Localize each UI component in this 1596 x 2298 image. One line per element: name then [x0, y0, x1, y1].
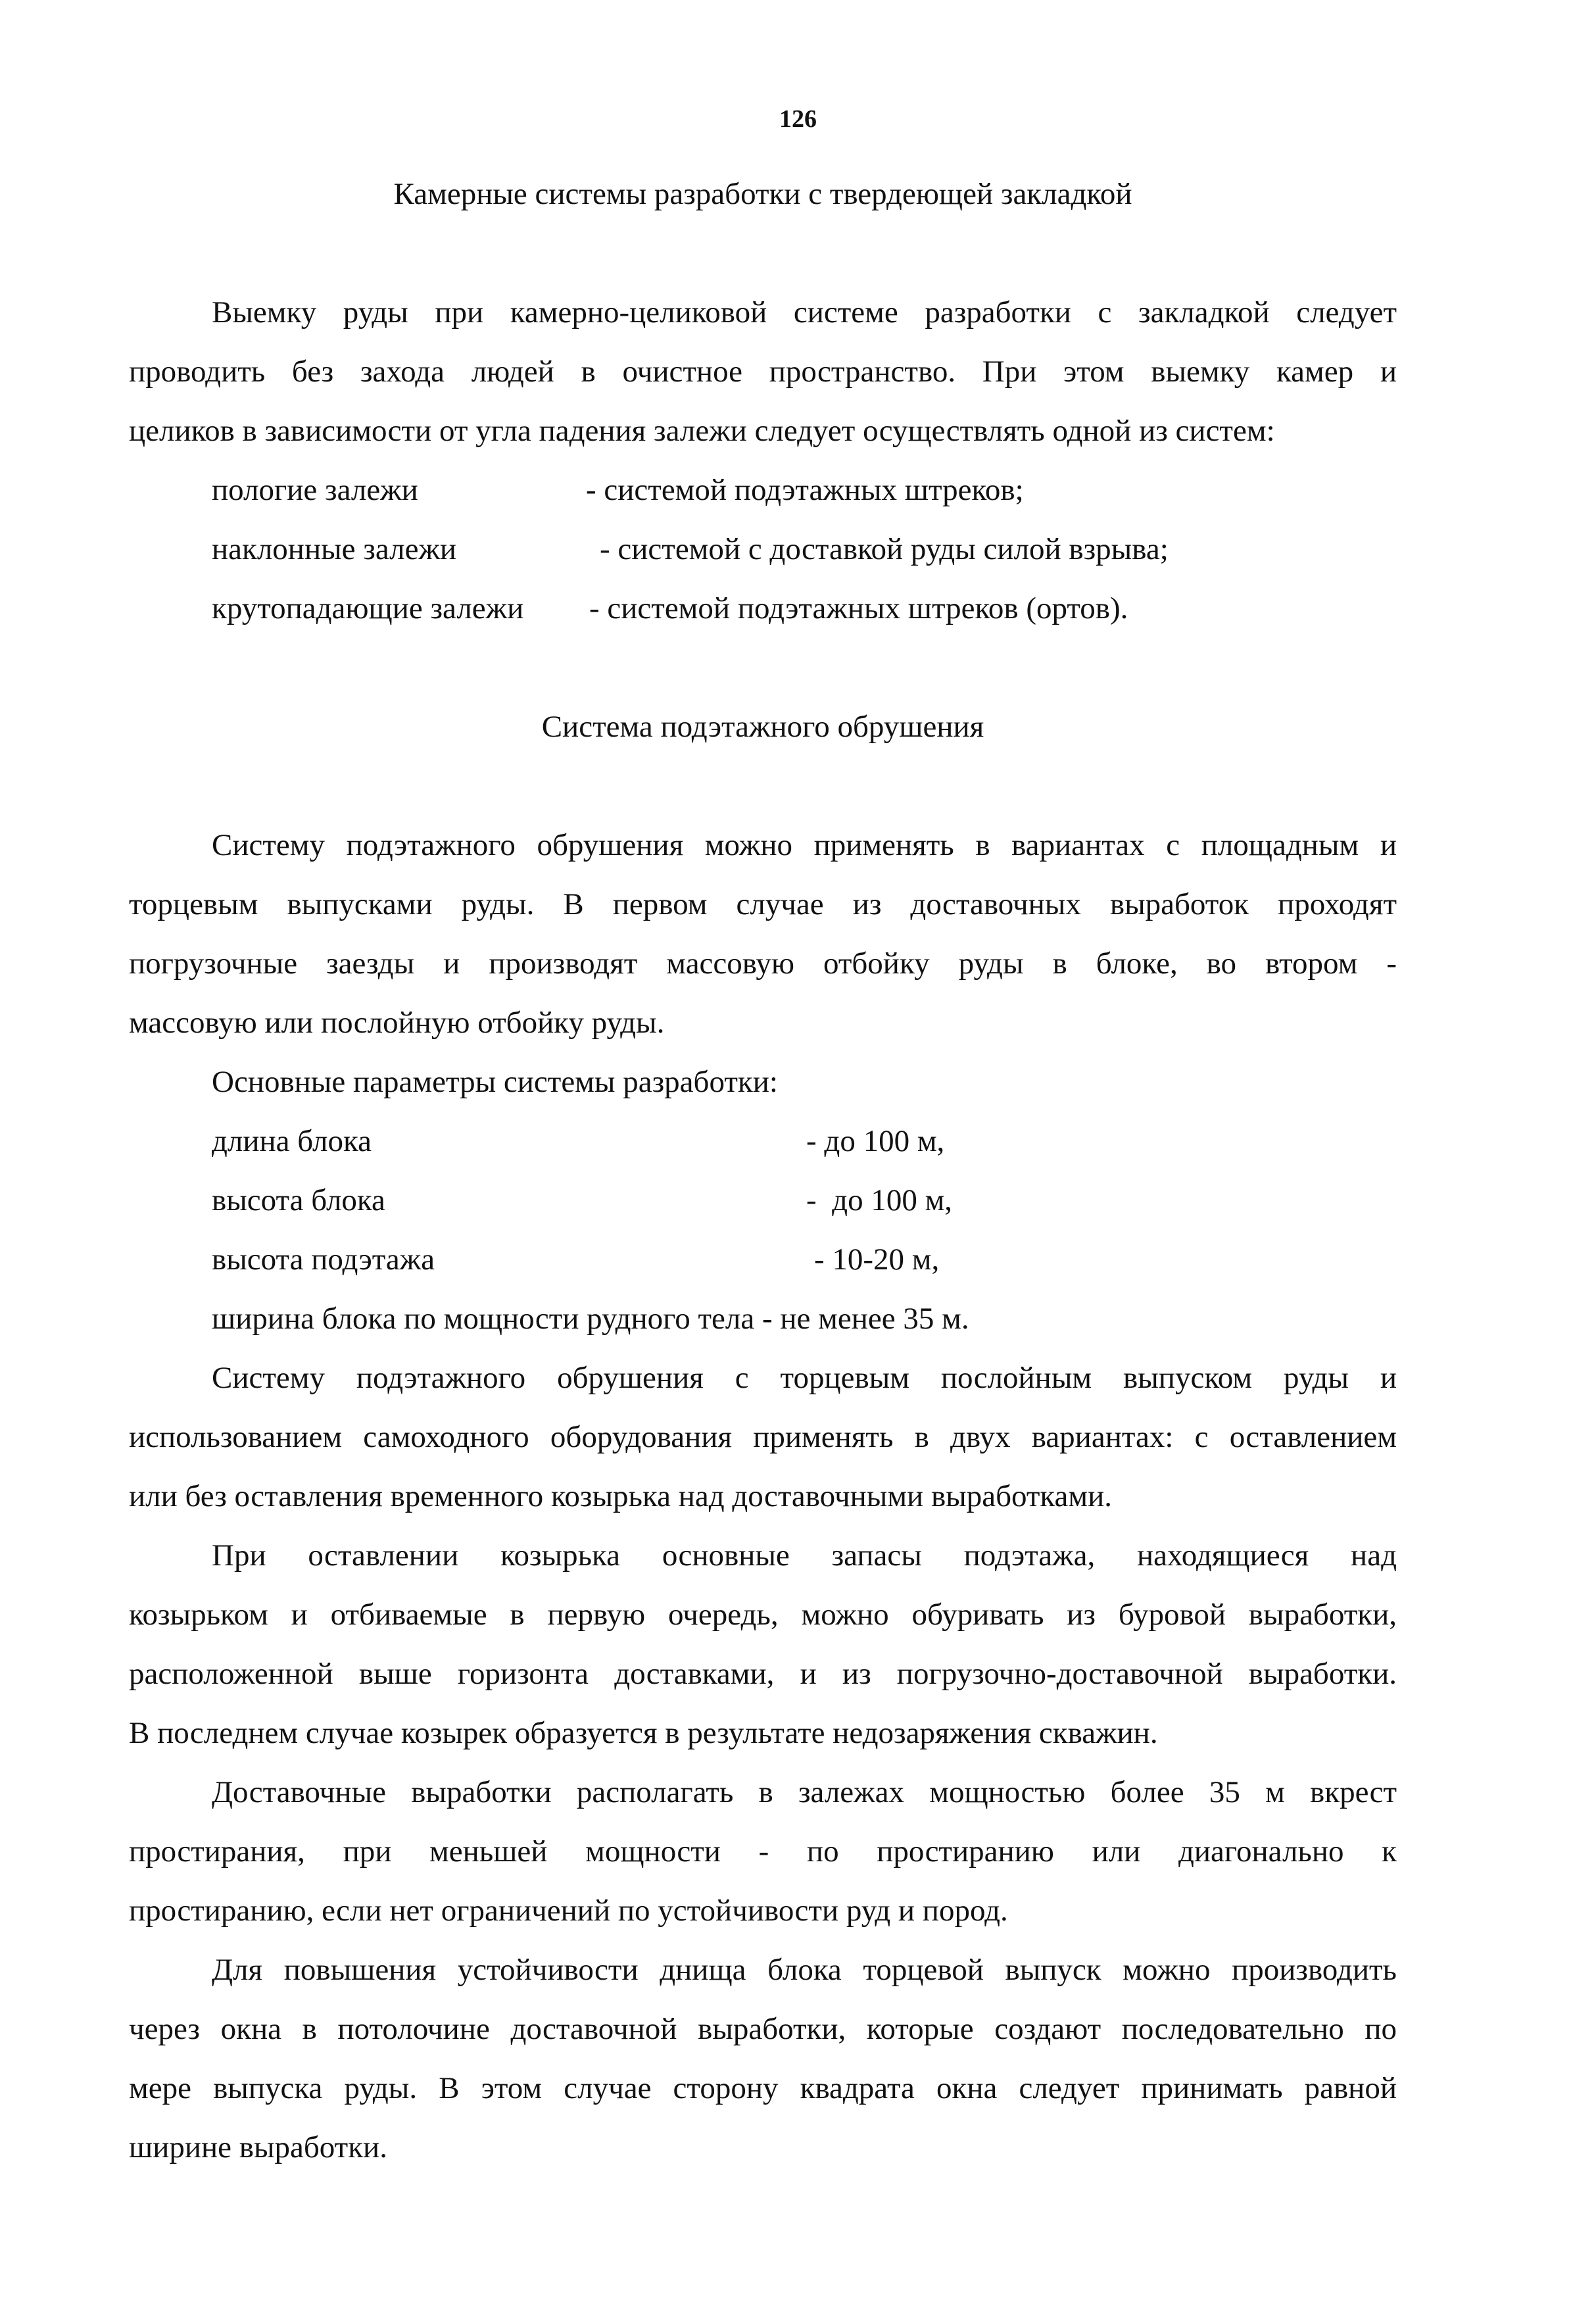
parameter-value: - 10-20 м,	[814, 1242, 940, 1277]
paragraph-line: Для повышения устойчивости днища блока торцевой выпуск можно производить	[212, 1953, 1397, 1987]
section-heading-chamber-systems: Камерные системы разработки с твердеющей закладкой	[393, 177, 1132, 211]
paragraph-line: целиков в зависимости от угла падения залежи следует осуществлять одной из систем:	[129, 414, 1275, 448]
list-item-label: наклонные залежи	[212, 532, 457, 566]
parameter-value: - до 100 м,	[806, 1124, 945, 1158]
paragraph-line: простиранию, если нет ограничений по устойчивости руд и пород.	[129, 1894, 1008, 1928]
paragraph-line: козырьком и отбиваемые в первую очередь, можно обуривать из буровой выработки,	[129, 1598, 1397, 1632]
parameter-block-width: ширина блока по мощности рудного тела - не менее 35 м.	[212, 1302, 969, 1336]
spacer	[129, 756, 1397, 816]
paragraph-caving-variants	[129, 816, 1397, 1052]
paragraph-ore-extraction	[129, 283, 1397, 460]
list-item	[129, 579, 1397, 638]
parameters-intro: Основные параметры системы разработки:	[212, 1065, 778, 1099]
paragraph-line: торцевым выпусками руды. В первом случае из доставочных выработок проходят	[129, 887, 1397, 921]
list-item	[129, 1112, 1397, 1171]
paragraph-line: через окна в потолочине доставочной выработки, которые создают последовательно по	[129, 2012, 1397, 2046]
parameter-label: высота блока	[212, 1183, 385, 1217]
paragraph-line: Доставочные выработки располагать в залежах мощностью более 35 м вкрест	[212, 1775, 1397, 1809]
paragraph-line: Систему подэтажного обрушения с торцевым послойным выпуском руды и	[212, 1361, 1397, 1395]
spacer	[129, 224, 1397, 283]
paragraph-haulage-drifts	[129, 1763, 1397, 1940]
parameters-list	[129, 1112, 1397, 1289]
paragraph-line: погрузочные заезды и производят массовую отбойку руды в блоке, во втором -	[129, 946, 1397, 981]
list-item	[129, 460, 1397, 520]
paragraph-canopy	[129, 1526, 1397, 1763]
list-item-value: - системой подэтажных штреков (ортов).	[589, 591, 1128, 625]
deposit-type-list	[129, 460, 1397, 638]
paragraph-line: или без оставления временного козырька над доставочными выработками.	[129, 1479, 1113, 1513]
parameter-label: высота подэтажа	[212, 1242, 435, 1277]
page-content	[129, 164, 1397, 2177]
paragraph-line: расположенной выше горизонта доставками, и из погрузочно-доставочной выработки.	[129, 1657, 1397, 1691]
paragraph-line: использованием самоходного оборудования применять в двух вариантах: с оставлением	[129, 1420, 1397, 1454]
paragraph-endwise-release	[129, 1348, 1397, 1526]
paragraph-line: Выемку руды при камерно-целиковой системе разработки с закладкой следует	[212, 295, 1397, 330]
list-item-value: - системой с доставкой руды силой взрыва;	[600, 532, 1169, 566]
paragraph-line: проводить без захода людей в очистное пространство. При этом выемку камер и	[129, 354, 1397, 389]
paragraph-block-bottom	[129, 1940, 1397, 2177]
list-item-label: пологие залежи	[212, 473, 418, 507]
parameter-label: длина блока	[212, 1124, 372, 1158]
list-item	[129, 1171, 1397, 1230]
paragraph-line: ширине выработки.	[129, 2130, 387, 2164]
list-item-label: крутопадающие залежи	[212, 591, 524, 625]
list-item	[129, 520, 1397, 579]
list-item-value: - системой подэтажных штреков;	[586, 473, 1024, 507]
list-item	[129, 1230, 1397, 1289]
parameter-value: - до 100 м,	[806, 1183, 953, 1217]
paragraph-line: При оставлении козырька основные запасы подэтажа, находящиеся над	[212, 1538, 1397, 1573]
section-heading-sublevel-caving: Система подэтажного обрушения	[541, 710, 984, 744]
paragraph-line: массовую или послойную отбойку руды.	[129, 1006, 665, 1040]
paragraph-line: простирания, при меньшей мощности - по простиранию или диагонально к	[129, 1834, 1397, 1869]
spacer	[129, 638, 1397, 697]
paragraph-line: мере выпуска руды. В этом случае сторону квадрата окна следует принимать равной	[129, 2071, 1397, 2105]
paragraph-line: Систему подэтажного обрушения можно применять в вариантах с площадным и	[212, 828, 1397, 862]
page-number: 126	[779, 105, 817, 133]
paragraph-line: В последнем случае козырек образуется в результате недозаряжения скважин.	[129, 1716, 1158, 1750]
